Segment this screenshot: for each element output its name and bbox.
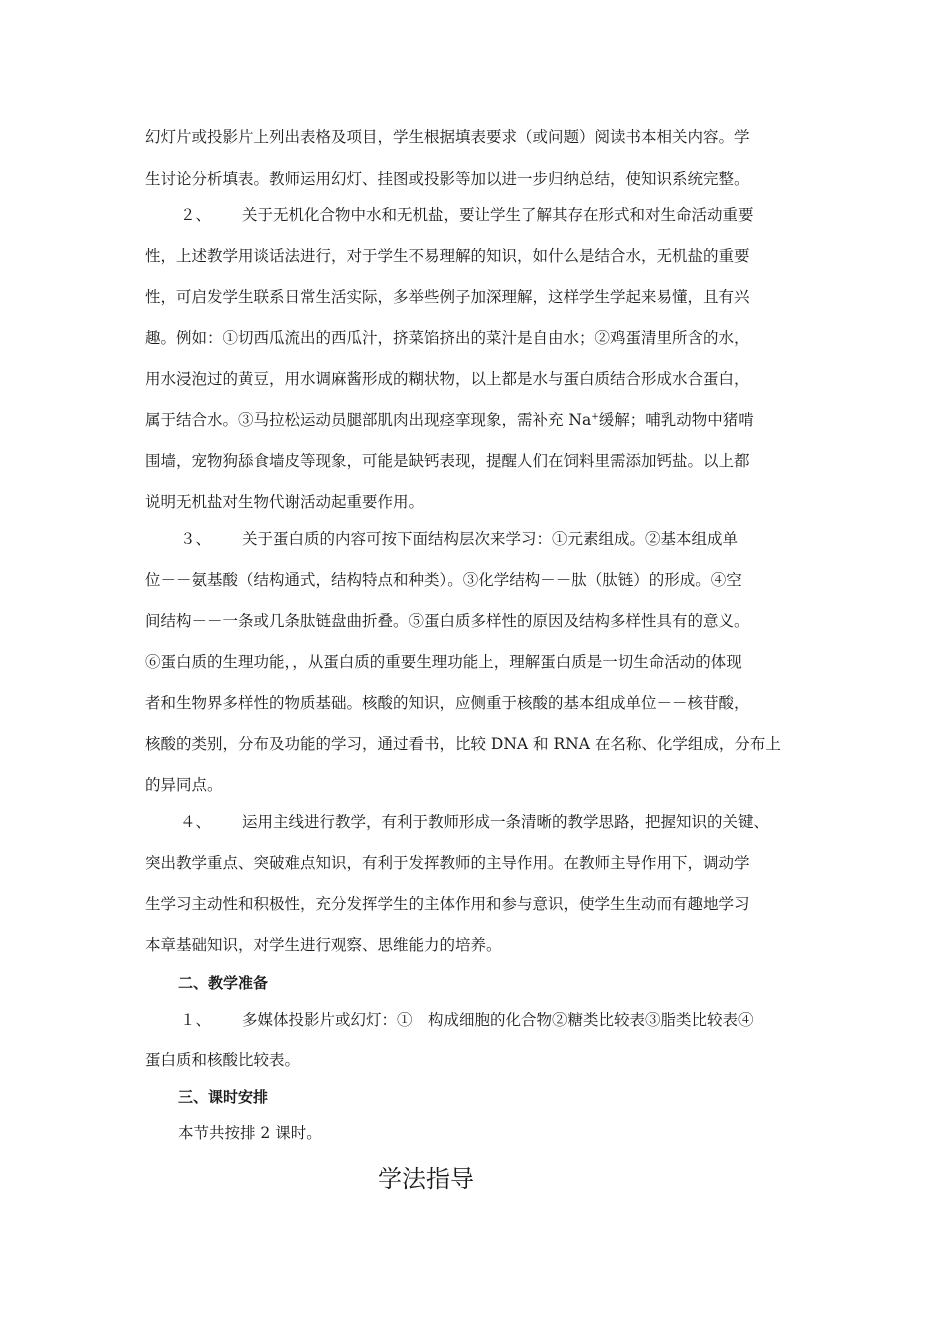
paragraph-line: 蛋白质和核酸比较表。 <box>145 1051 301 1069</box>
item-number: ２、 <box>180 206 212 224</box>
paragraph-text: 缓解；哺乳动物中猪啃 <box>598 411 754 429</box>
paragraph-line <box>180 1010 754 1030</box>
paragraph-text: 运用主线进行教学，有利于教师形成一条清晰的教学思路，把握知识的关键、 <box>242 813 770 831</box>
paragraph-line: 用水浸泡过的黄豆，用水调麻酱形成的糊状物，以上都是水与蛋白质结合形成水合蛋白， <box>145 370 750 388</box>
paragraph-line <box>180 812 769 832</box>
paragraph-line <box>180 529 738 549</box>
paragraph-text: 属于结合水。③马拉松运动员腿部肌肉出现痉挛现象，需补充 Na <box>145 411 592 429</box>
paragraph-line: 者和生物界多样性的物质基础。核酸的知识，应侧重于核酸的基本组成单位－－核苷酸， <box>145 694 750 712</box>
paragraph-line <box>145 410 754 430</box>
paragraph-text: 关于蛋白质的内容可按下面结构层次来学习：①元素组成。②基本组成单 <box>242 530 739 548</box>
paragraph-line: ⑥蛋白质的生理功能，，从蛋白质的重要生理功能上，理解蛋白质是一切生命活动的体现 <box>145 653 742 671</box>
paragraph-line: 本章基础知识，对学生进行观察、思维能力的培养。 <box>145 936 502 954</box>
paragraph-line: 生学习主动性和积极性，充分发挥学生的主体作用和参与意识，使学生生动而有趣地学习 <box>145 895 750 913</box>
paragraph-line: 围墙，宠物狗舔食墙皮等现象，可能是缺钙表现，提醒人们在饲料里需添加钙盐。以上都 <box>145 452 750 470</box>
paragraph-text: 多媒体投影片或幻灯：① 构成细胞的化合物②糖类比较表③脂类比较表④ <box>242 1011 754 1029</box>
section-heading: 二、教学准备 <box>178 974 269 992</box>
paragraph-line: 性，上述教学用谈话法进行，对于学生不易理解的知识，如什么是结合水，无机盐的重要 <box>145 247 750 265</box>
section-heading: 三、课时安排 <box>178 1088 269 1106</box>
paragraph-line: 突出教学重点、突破难点知识，有利于发挥教师的主导作用。在教师主导作用下，调动学 <box>145 854 750 872</box>
section-title: 学法指导 <box>378 1165 474 1193</box>
paragraph-line: 本节共按排 2 课时。 <box>178 1124 322 1142</box>
paragraph-line: 间结构－－一条或几条肽链盘曲折叠。⑤蛋白质多样性的原因及结构多样性具有的意义。 <box>145 612 750 630</box>
paragraph-line: 性，可启发学生联系日常生活实际，多举些例子加深理解，这样学生学起来易懂，且有兴 <box>145 288 750 306</box>
item-number: ３、 <box>180 530 212 548</box>
paragraph-text: 关于无机化合物中水和无机盐，要让学生了解其存在形式和对生命活动重要 <box>242 206 754 224</box>
paragraph-line: 生讨论分析填表。教师运用幻灯、挂图或投影等加以进一步归纳总结，使知识系统完整。 <box>145 170 750 188</box>
item-number: ４、 <box>180 813 212 831</box>
paragraph-line: 幻灯片或投影片上列出表格及项目，学生根据填表要求（或问题）阅读书本相关内容。学 <box>145 128 750 146</box>
paragraph-line: 位－－氨基酸（结构通式，结构特点和种类）。③化学结构－－肽（肽链）的形成。④空 <box>145 571 742 589</box>
paragraph-line: 的异同点。 <box>145 776 223 794</box>
paragraph-line: 趣。例如：①切西瓜流出的西瓜汁，挤菜馅挤出的菜汁是自由水；②鸡蛋清里所含的水， <box>145 329 750 347</box>
paragraph-line: 核酸的类别，分布及功能的学习，通过看书，比较 DNA 和 RNA 在名称、化学组成，分布上 <box>145 735 781 753</box>
paragraph-line: 说明无机盐对生物代谢活动起重要作用。 <box>145 493 425 511</box>
paragraph-line <box>180 205 754 225</box>
item-number: １、 <box>180 1011 212 1029</box>
superscript-plus: + <box>591 411 599 422</box>
